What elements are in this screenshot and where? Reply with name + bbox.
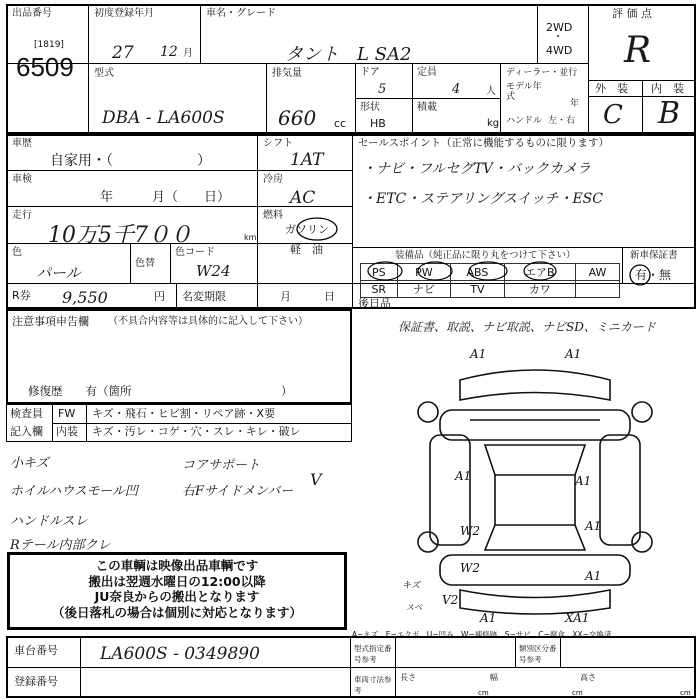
fuel-diesel: 軽 油 [290, 243, 323, 256]
sales-line1: ・ナビ・フルセグTV・バックカメラ [362, 161, 591, 177]
lot-label: 出品番号 [12, 8, 52, 19]
fw-text: キズ・飛石・ヒビ割・リペア跡・X要 [92, 407, 276, 420]
recycle-label: R券 [12, 289, 31, 302]
equip-empty [576, 281, 620, 298]
category-label: 類別区分番号参考 [519, 644, 557, 664]
width: 幅 [490, 673, 498, 682]
entry-label: 記入欄 [10, 425, 43, 438]
drive-2wd: 2WD [546, 21, 573, 34]
equip-sr: SR [361, 281, 398, 298]
drive-dot: ・ [553, 32, 563, 43]
note-mark: V [310, 470, 322, 489]
chassis-label: 車台番号 [14, 644, 58, 657]
equip-pw: PW [397, 264, 451, 281]
color-change-label: 色替 [135, 258, 155, 269]
color-label: 色 [12, 247, 22, 258]
capacity-label: 定員 [417, 67, 437, 78]
lot-number: 6509 [16, 52, 74, 82]
reg-year-value: 27 [112, 43, 134, 63]
notes-label: 注意事項申告欄 [12, 315, 89, 328]
doors-value: 5 [378, 82, 387, 97]
name-label: 車名・グレード [206, 8, 276, 19]
drive-4wd: 4WD [546, 44, 573, 57]
shaken-value: 年 月（ 日） [100, 190, 231, 205]
displacement-unit: cc [334, 117, 347, 130]
color-value: パール [36, 264, 81, 282]
equip-navi: ナビ [397, 281, 451, 298]
shaken-label: 車検 [12, 174, 32, 185]
shift-value: 1AT [290, 150, 324, 170]
length: 長さ [400, 673, 416, 682]
int-text: キズ・汚レ・コゲ・穴・スレ・キレ・破レ [92, 425, 301, 438]
model-value: DBA - LA600S [102, 108, 225, 128]
repair-label: 修復歴 有（箇所 ） [28, 384, 293, 398]
handle-value: 左・右 [548, 116, 576, 126]
legend: A−キズ E−エクボ U−凹み W−補修跡 S−サビ C−腐食 XX−交換済 [352, 630, 612, 639]
mark-a1-rear-left: A1 [480, 611, 497, 625]
reg-year-label: 初度登録年月 [94, 8, 154, 19]
capacity-unit: 人 [486, 86, 496, 97]
history-value: 自家用・（ ） [50, 153, 211, 169]
height: 高さ [580, 673, 596, 682]
mileage-label: 走行 [12, 210, 32, 221]
mark-w2-rear: W2 [460, 561, 480, 575]
mark-scratch: キズ [402, 581, 420, 591]
ac-label: 冷房 [263, 174, 283, 185]
mileage-value: 10万5千7００ [48, 223, 192, 248]
reg-label: 登録番号 [14, 675, 58, 688]
mark-a1-front-left: A1 [470, 347, 487, 361]
displacement-label: 排気量 [272, 68, 302, 79]
mark-a1-right-rear: A1 [585, 519, 602, 533]
cm-1: cm [478, 689, 489, 697]
name-value: タント L SA2 [285, 44, 412, 65]
note-4: Rテール内部クレ [10, 538, 111, 553]
shape-value: HB [370, 117, 386, 130]
warranty-circle [628, 264, 652, 286]
name-change-label: 名変期限 [182, 290, 226, 303]
length-label: 車両寸法参考 [354, 675, 392, 695]
exterior-value: C [603, 100, 623, 130]
dealer-label: ディーラー・並行 [506, 68, 578, 78]
equipment-circles [360, 260, 600, 282]
recycle-value: 9,550 [62, 288, 108, 307]
chassis-value: LA600S - 0349890 [100, 644, 260, 664]
name-change-value: 月 日 [280, 290, 335, 303]
shift-label: シフト [263, 138, 293, 149]
reg-month-value: 12 [160, 44, 178, 60]
equip-abs: ABS [451, 264, 504, 281]
reg-month-unit: 月 [183, 48, 193, 59]
equip-ps: PS [361, 264, 398, 281]
mark-a1-rear-right: A1 [585, 569, 602, 583]
mark-a1-front-right: A1 [565, 347, 582, 361]
equip-aw: AW [576, 264, 620, 281]
equip-leather: カワ [504, 281, 575, 298]
warranty-label: 新車保証書 [630, 250, 678, 261]
sales-line2: ・ETC・ステアリングスイッチ・ESC [362, 191, 603, 207]
note-3: ハンドルスレ [10, 514, 88, 529]
notice-line-3: JU奈良からの搬出となります [94, 589, 260, 604]
equip-label: 装備品（純正品に限り丸をつけて下さい） [395, 250, 576, 261]
mark-a1-left-door: A1 [455, 469, 472, 483]
car-diagram [400, 340, 670, 630]
doors-label: ドア [360, 67, 380, 78]
notice-line-4: （後日落札の場合は個別に対応となります） [51, 604, 302, 620]
fw-label: FW [58, 407, 76, 420]
color-code-label: 色コード [175, 247, 215, 258]
mark-sube: スベ [406, 603, 422, 612]
history-label: 車歴 [12, 138, 32, 149]
mileage-unit: km [244, 233, 257, 242]
interior-label: 内 装 [651, 82, 684, 95]
model-label: 型式 [94, 68, 114, 79]
sales-label: セールスポイント（正常に機能するものに限ります） [358, 137, 610, 149]
int-label: 内装 [56, 425, 78, 438]
model-year-label: モデル年式 [506, 82, 542, 102]
mark-w2-left: W2 [460, 524, 480, 538]
inspector-label: 検査員 [10, 407, 43, 420]
cm-2: cm [572, 689, 583, 697]
mark-a1-right-door: A1 [575, 474, 592, 488]
displacement-value: 660 [278, 106, 317, 130]
cm-3: cm [680, 689, 691, 697]
note-1: 小キズ [10, 456, 49, 471]
note-2: ホイルハウスモール凹 [10, 484, 138, 499]
ac-value: AC [290, 188, 316, 208]
fuel-circle [295, 216, 339, 242]
notice-box [7, 552, 347, 630]
warranty-value: 有・無 [635, 268, 672, 282]
color-code-value: W24 [196, 262, 231, 280]
handle-label: ハンドル [506, 116, 543, 126]
fuel-gasoline: ガソリン [285, 223, 329, 236]
exterior-label: 外 装 [595, 82, 628, 95]
notice-line-2: 搬出は翌週水曜日の12:00以降 [88, 573, 266, 589]
equip-airbag: エアB [504, 264, 575, 281]
load-label: 積載 [417, 102, 437, 113]
mark-v2: V2 [442, 593, 459, 607]
note-5: コアサポート [182, 458, 261, 473]
grade-label: 評 価 点 [612, 7, 652, 20]
mark-xa1: XA1 [565, 611, 590, 625]
capacity-value: 4 [452, 82, 461, 97]
load-unit: kg [487, 118, 500, 129]
shape-label: 形状 [360, 102, 380, 113]
notes-hint: （不具合内容等は具体的に記入して下さい） [108, 316, 308, 327]
member-label: 型式指定番号参考 [354, 644, 392, 664]
extras-label: 後日品 [358, 297, 391, 310]
interior-value: B [658, 96, 681, 131]
fuel-label: 燃料 [263, 210, 283, 221]
grade-value: R [624, 30, 652, 71]
equip-tv: TV [451, 281, 504, 298]
recycle-unit: 円 [154, 290, 165, 303]
notice-line-1: この車輌は映像出品車輌です [95, 558, 259, 573]
extras-value: 保証書、取説、ナビ取説、ナビSD、ミニカード [398, 320, 656, 334]
lot-sub: [1819] [34, 40, 64, 50]
model-year-unit: 年 [570, 99, 580, 109]
note-6: 右Fサイドメンバー [182, 484, 294, 499]
